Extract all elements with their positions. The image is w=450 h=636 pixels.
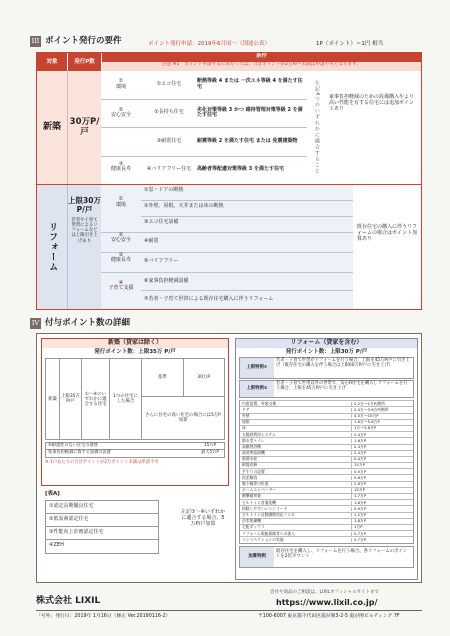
new-footnote: ※ 1戸あたりの合計ポイントが2万ポイント未満は申請不可 bbox=[45, 460, 159, 466]
reform-points-row: ドア 2.4万〜3.6万P/箇所 bbox=[240, 406, 413, 412]
new-construction-block bbox=[37, 71, 421, 185]
section3-rate: 1P（ポイント）＝1円 相当 bbox=[316, 41, 384, 47]
reform-points-note: 若者や子育て世帯によるリフォームなどは上限引き上げあり bbox=[71, 218, 98, 244]
add-special-label: 加算特例 bbox=[240, 547, 274, 567]
reform-points-row: 掃除しやすいレンジフード 0.9万P bbox=[240, 505, 413, 511]
reform-box-title: リフォーム（貸家を含む） bbox=[236, 339, 417, 348]
table-a-title: [表A] bbox=[45, 491, 60, 497]
footer-company: 株式会社 LIXIL bbox=[36, 596, 101, 606]
new-detail-box: 新築（貸家は除く） 発行ポイント数：上限35万 P/戸 新築 上限35万P/戸 ①〜④のいずれかに適合する住宅 1つの住宅にした場合 基準 30万P さらに住宅の高い住宅の場合には5万P加算 ②耐震性のない住宅の建替 15万P 家事負担軽減に資する設備の設置 最大5万P ※ 1戸あたりの合計ポイントが2万ポイント未満は申請不可 bbox=[41, 338, 229, 486]
table-a bbox=[45, 500, 159, 554]
reform-points-row: 屋根 1.6万〜5.8万P bbox=[240, 419, 413, 425]
footer-url[interactable]: https://www.lixil.co.jp/ bbox=[276, 598, 378, 607]
special1-label: 上限特例① bbox=[240, 358, 274, 378]
new-points: 30万P/戸 bbox=[67, 71, 101, 184]
reform-points-row: リフォーム瑕疵保険等への加入 0.7万P bbox=[240, 530, 413, 536]
reform-points-row: ビルトイン食器洗機 1.8万P bbox=[240, 499, 413, 505]
section4-number: IV bbox=[30, 318, 41, 329]
reform-block bbox=[37, 185, 421, 309]
section4-frame bbox=[36, 333, 422, 583]
reform-points-row: ホームエレベーター 15万P bbox=[240, 487, 413, 493]
reform-points-row: 節水型トイレ 1.6万P bbox=[240, 437, 413, 443]
col-points: 発行P数 bbox=[67, 53, 101, 71]
reform-points-row: ビルトイン自動調理対応コンロ 1.2万P bbox=[240, 512, 413, 518]
section3-note: ポイント発行申請：2019年6月頃〜（別途公表） bbox=[148, 41, 270, 47]
reform-label: リフォーム bbox=[37, 185, 67, 309]
special2-text: 若者・子育て世帯以外の世帯で、安心R住宅を購入しリフォームを行う場合、上限を45万P/戸に引き上げ bbox=[276, 381, 408, 392]
reform-points-row: 高断熱浴槽 2.4万P bbox=[240, 444, 413, 450]
section4-title: 付与ポイント数の詳細 bbox=[45, 317, 131, 328]
reform-points-row: 外壁 4.5万〜10万P bbox=[240, 413, 413, 419]
reform-points-row: 高効率給湯機 2.4万P bbox=[240, 450, 413, 456]
special1-text: 若者・子育て世帯がリフォームを行う場合、上限を45万P/戸に引き上げ（既存住宅の購入を伴う場合は上限60万P/戸に引き上げ） bbox=[276, 358, 410, 369]
col-condition: 条件 bbox=[255, 53, 267, 59]
table-a-row: ③性能向上計画認定住宅 bbox=[46, 527, 158, 540]
new-bottom-row: 家事負担軽減に資する設備の設置 bbox=[48, 449, 111, 455]
reform-points-row: 床 1万〜3.6万P bbox=[240, 425, 413, 431]
special2-label: 上限特例② bbox=[240, 381, 274, 397]
footer-contact: 会社や商品のご相談は、LIXILオフィシャルサイトまで bbox=[270, 590, 379, 595]
reform-points-row: 節湯水栓 0.4万P bbox=[240, 456, 413, 462]
reform-points-row: 手すりの設置 0.5万P bbox=[240, 468, 413, 474]
new-col-c: 基準 bbox=[142, 359, 184, 396]
reform-row: ① 環境 ①窓・ドアの断熱 ②外壁、屋根、天井または床の断熱 ③エコ住宅設備 bbox=[101, 185, 353, 233]
table-a-row: ④ZEH bbox=[49, 542, 64, 548]
new-row: ② 安心安全 ②長持ち住宅 劣化対策等級 3 かつ 維持管理対策等級 2 を満たす住宅 bbox=[101, 100, 307, 129]
new-side-cell: 新築 bbox=[46, 359, 60, 439]
footer-divider bbox=[36, 610, 422, 611]
reform-side-note: 既存住宅の購入に伴うリフォームの場合はポイント加算あり bbox=[357, 224, 418, 242]
section4-header bbox=[30, 318, 130, 329]
reform-points-row: インスペクションの実施 0.7万P bbox=[240, 536, 413, 542]
new-col-e: さらに住宅の高い住宅の場合には5万P加算 bbox=[145, 413, 221, 424]
new-limit-cell: 上限35万P/戸 bbox=[60, 359, 82, 439]
reform-detail-box bbox=[235, 338, 418, 580]
condition-note: 注意 ※1 ポイント申請するにあたっては、合計ポイントが2万P/戸未満は申請不可となります。 bbox=[102, 62, 421, 71]
section3-table-frame bbox=[36, 52, 422, 310]
reform-points-row: 内窓設置、外窓交換 0.2万〜1万P/箇所 bbox=[240, 400, 413, 406]
reform-row: ④ 子育て支援 ⑥家事負担軽減設備 ⑦若者・子育て世帯による既存住宅購入に伴うリフォーム bbox=[101, 273, 353, 310]
reform-row: ② 安心安全 ④耐震 bbox=[101, 233, 353, 253]
new-col-a: ①〜④のいずれかに適合する住宅 bbox=[82, 359, 110, 439]
table-a-note: 左記①〜④いずれかに適合する場合、5万P/戸加算 bbox=[181, 509, 225, 527]
new-row: ③耐震住宅 耐震等級 2 を満たす住宅 または 免震建築物 bbox=[101, 128, 307, 157]
table-a-row: ②低炭素認定住宅 bbox=[46, 514, 158, 527]
section3-title: ポイント発行の要件 bbox=[45, 35, 122, 46]
table-a-row: ①認定長期優良住宅 bbox=[46, 501, 158, 514]
new-label: 新築 bbox=[37, 71, 67, 184]
reform-points-row: 太陽熱利用システム 2.4万P bbox=[240, 431, 413, 437]
section3-number: III bbox=[30, 36, 41, 47]
new-col-b: 1つの住宅にした場合 bbox=[110, 359, 142, 439]
reform-points-row: 段差解消 0.6万P bbox=[240, 474, 413, 480]
reform-points-row: 衝撃緩和畳 1.7万P bbox=[240, 493, 413, 499]
new-side-note: 家事負担軽減のための設備購入やより高い性能を有する住宅には追加ポイントあり bbox=[329, 94, 415, 112]
new-box-title: 新築（貸家は除く） bbox=[42, 339, 228, 348]
new-col-d: 30万P bbox=[197, 375, 211, 381]
reform-row: ③ 健康長寿 ⑤バリアフリー bbox=[101, 253, 353, 273]
new-row: ① 環境 ①エコ住宅 断熱等級 4 または 一次エネ等級 4 を満たす住宅 bbox=[101, 71, 307, 100]
footer-address: 〒100-6007 東京都千代田区霞が関3-2-5 霞が関ビルディング 7F bbox=[258, 614, 400, 619]
reform-points-row: 耐震改修 15万P bbox=[240, 462, 413, 468]
reform-points-row: 廊下幅等の拡張 2.8万P bbox=[240, 481, 413, 487]
reform-points-row: 浴室乾燥機 1.8万P bbox=[240, 518, 413, 524]
reform-points: 上限30万P/戸 bbox=[68, 196, 101, 214]
col-target: 対象 bbox=[46, 58, 58, 65]
section3-header bbox=[30, 36, 122, 47]
new-bottom-row: ②耐震性のない住宅の建替 bbox=[48, 442, 98, 448]
new-box-limit: 発行ポイント数：上限35万 P/戸 bbox=[94, 348, 176, 355]
add-special-text: 既存住宅を購入し、リフォームを行う場合、各リフォームのポイントを2倍カウント bbox=[276, 548, 408, 559]
footer-issue: 「号外」発行日：2019年 1月16日（修正 Ver.20190116-2） bbox=[36, 614, 171, 619]
new-vertical-note: 左記4つのいずれかに適合すること bbox=[313, 80, 320, 175]
reform-box-limit: 発行ポイント数：上限30万 P/戸 bbox=[285, 348, 368, 355]
reform-points-row: 宅配ボックス 1万P bbox=[240, 524, 413, 530]
new-row: ③ 健康長寿 ④バリアフリー住宅 高齢者等配慮対策等級 3 を満たす住宅 bbox=[110, 160, 284, 173]
reform-points-table bbox=[239, 400, 414, 543]
